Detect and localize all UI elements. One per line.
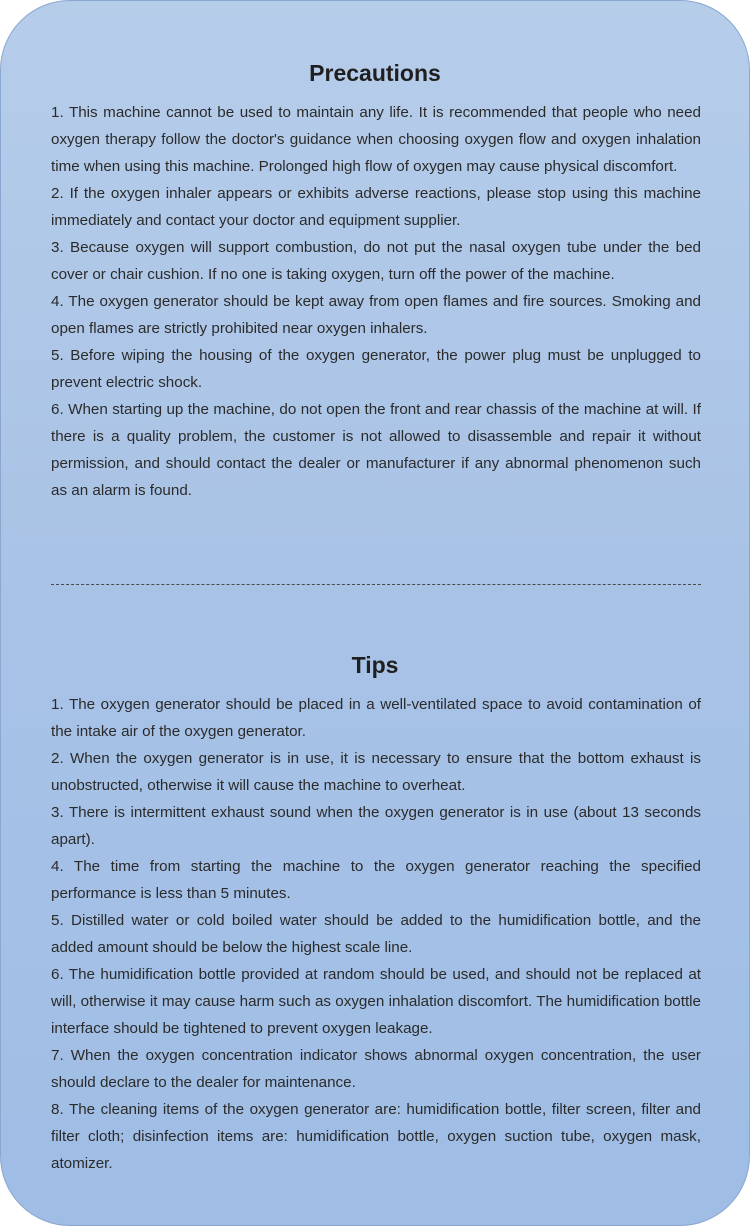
tips-list: [51, 691, 701, 1177]
list-item: 3. Because oxygen will support combustion, do not put the nasal oxygen tube under the bed cover or chair cushion. If no one is taking oxygen, turn off the power of the machine.: [51, 239, 701, 283]
list-item: 8. The cleaning items of the oxygen generator are: humidification bottle, filter screen, filter and filter cloth; disinfection items are: humidification bottle, oxygen suction tube, oxygen mask, atomizer.: [51, 1101, 701, 1172]
list-item: 4. The oxygen generator should be kept away from open flames and fire sources. Smoking and open flames are strictly prohibited near oxygen inhalers.: [51, 293, 701, 337]
list-item: 2. If the oxygen inhaler appears or exhibits adverse reactions, please stop using this machine immediately and contact your doctor and equipment supplier.: [51, 185, 701, 229]
list-item: 2. When the oxygen generator is in use, it is necessary to ensure that the bottom exhaust is unobstructed, otherwise it will cause the machine to overheat.: [51, 750, 701, 794]
list-item: 6. The humidification bottle provided at random should be used, and should not be replaced at will, otherwise it may cause harm such as oxygen inhalation discomfort. The humidification bottle interface should be tightened to prevent oxygen leakage.: [51, 966, 701, 1037]
list-item: 5. Distilled water or cold boiled water should be added to the humidification bottle, and the added amount should be below the highest scale line.: [51, 912, 701, 956]
list-item: 4. The time from starting the machine to the oxygen generator reaching the specified performance is less than 5 minutes.: [51, 858, 701, 902]
list-item: 6. When starting up the machine, do not open the front and rear chassis of the machine at will. If there is a quality problem, the customer is not allowed to disassemble and repair it without permission, and should contact the dealer or manufacturer if any abnormal phenomenon such as an alarm is found.: [51, 401, 701, 499]
tips-title: Tips: [351, 652, 399, 678]
precautions-title: Precautions: [309, 60, 441, 86]
list-item: 3. There is intermittent exhaust sound when the oxygen generator is in use (about 13 seconds apart).: [51, 804, 701, 848]
list-item: 7. When the oxygen concentration indicator shows abnormal oxygen concentration, the user should declare to the dealer for maintenance.: [51, 1047, 701, 1091]
list-item: 1. This machine cannot be used to maintain any life. It is recommended that people who need oxygen therapy follow the doctor's guidance when choosing oxygen flow and oxygen inhalation time when using this machine. Prolonged high flow of oxygen may cause physical discomfort.: [51, 104, 701, 175]
section-divider: [51, 584, 701, 585]
precautions-list: [51, 99, 701, 504]
list-item: 5. Before wiping the housing of the oxygen generator, the power plug must be unplugged to prevent electric shock.: [51, 347, 701, 391]
list-item: 1. The oxygen generator should be placed in a well-ventilated space to avoid contamination of the intake air of the oxygen generator.: [51, 696, 701, 740]
